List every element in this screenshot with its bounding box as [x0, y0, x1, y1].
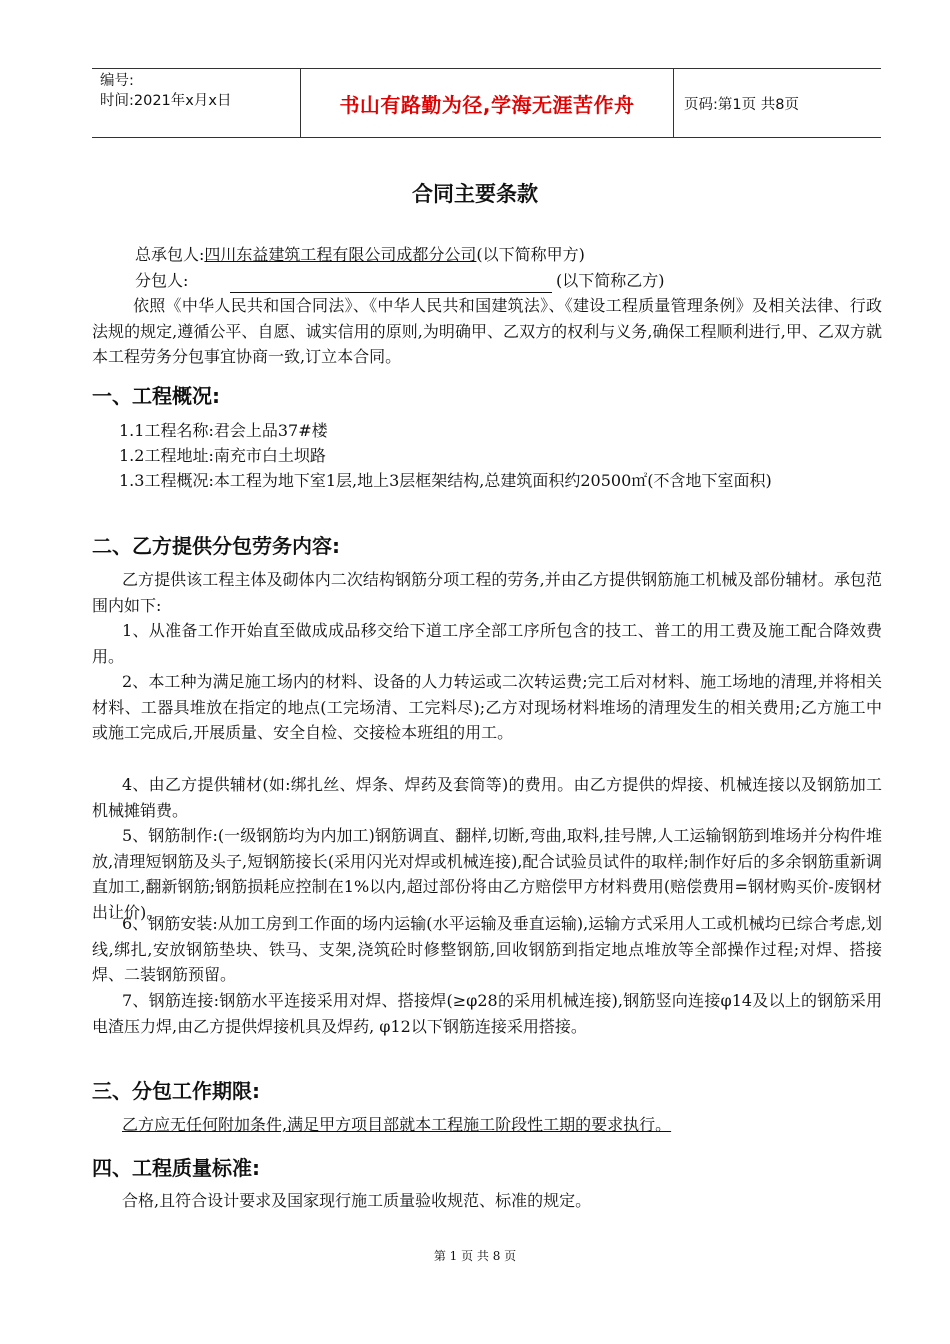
- section-3-heading: 三、分包工作期限:: [92, 1079, 260, 1103]
- section-1-heading: 一、工程概况:: [92, 384, 220, 408]
- header-motto: 书山有路勤为径,学海无涯苦作舟: [301, 69, 674, 137]
- section-2-para-intro: 乙方提供该工程主体及砌体内二次结构钢筋分项工程的劳务,并由乙方提供钢筋施工机械及部份辅材。承包范围内如下:: [92, 570, 882, 615]
- section-2-item-6: 6、钢筋安装:从加工房到工作面的场内运输(水平运输及垂直运输),运输方式采用人工或机械均已综合考虑,划线,绑扎,安放钢筋垫块、铁马、支架,浇筑砼时修整钢筋,回收钢筋到指定地点堆放等全部操作过程;对焊、搭接焊、二装钢筋预留。: [92, 914, 882, 985]
- section-4-heading: 四、工程质量标准:: [92, 1156, 260, 1180]
- section-3-text: 乙方应无任何附加条件,满足甲方项目部就本工程施工阶段性工期的要求执行。: [122, 1115, 672, 1134]
- section-2-item-4: 4、由乙方提供辅材(如:绑扎丝、焊条、焊药及套筒等)的费用。由乙方提供的焊接、机械连接以及钢筋加工机械摊销费。: [92, 775, 882, 820]
- section-1-item-2: 1.2工程地址:南充市白土坝路: [119, 446, 326, 465]
- document-title: 合同主要条款: [412, 182, 538, 206]
- page-header: [92, 68, 881, 138]
- header-meta: [92, 69, 301, 137]
- contractor-name: 四川东益建筑工程有限公司成都分公司: [204, 245, 477, 264]
- section-2-heading: 二、乙方提供分包劳务内容:: [92, 534, 340, 558]
- subcontractor-suffix: (以下简称乙方): [556, 271, 665, 290]
- section-2-item-2: 2、本工种为满足施工场内的材料、设备的人力转运或二次转运费;完工后对材料、施工场地的清理,并将相关材料、工器具堆放在指定的地点(工完场清、工完料尽);乙方对现场材料堆场的清理发生的相关费用;乙方施工中或施工完成后,开展质量、安全自检、交接检本班组的用工。: [92, 672, 882, 743]
- page-footer: 第 1 页 共 8 页: [433, 1249, 517, 1263]
- subcontractor-label: 分包人:: [135, 271, 189, 290]
- contractor-suffix: (以下简称甲方): [476, 245, 585, 264]
- intro-paragraph: 依照《中华人民共和国合同法》、《中华人民共和国建筑法》、《建设工程质量管理条例》及相关法律、行政法规的规定,遵循公平、自愿、诚实信用的原则,为明确甲、乙双方的权利与义务,确保工程顺利进行,甲、乙双方就本工程劳务分包事宜协商一致,订立本合同。: [92, 296, 882, 367]
- section-2-item-5: 5、钢筋制作:(一级钢筋均为内加工)钢筋调直、翻样,切断,弯曲,取料,挂号牌,人工运输钢筋到堆场并分构件堆放,清理短钢筋及头子,短钢筋接长(采用闪光对焊或机械连接),配合试验员试件的取样;制作好后的多余钢筋重新调直加工,翻新钢筋;钢筋损耗应控制在1%以内,超过部份将由乙方赔偿甲方材料费用(赔偿费用=钢材购买价-废钢材出让价)。: [92, 826, 882, 923]
- section-4-paragraph: 合格,且符合设计要求及国家现行施工质量验收规范、标准的规定。: [122, 1191, 592, 1210]
- contractor-line: [135, 242, 585, 267]
- doc-time-label: 时间:2021年x月x日: [100, 93, 232, 109]
- section-3-paragraph: [92, 1112, 882, 1138]
- doc-number-label: 编号:: [100, 73, 134, 89]
- section-1-item-1: 1.1工程名称:君会上品37#楼: [119, 421, 328, 440]
- contractor-label: 总承包人:: [135, 245, 205, 264]
- section-2-item-7: 7、钢筋连接:钢筋水平连接采用对焊、搭接焊(≥φ28的采用机械连接),钢筋竖向连接φ14及以上的钢筋采用电渣压力焊,由乙方提供焊接机具及焊药, φ12以下钢筋连接采用搭接。: [92, 991, 882, 1036]
- subcontractor-blank: [230, 273, 552, 293]
- section-1-item-3: 1.3工程概况:本工程为地下室1层,地上3层框架结构,总建筑面积约20500㎡(不含地下室面积): [119, 471, 772, 490]
- subcontractor-line: [135, 268, 665, 293]
- section-2-item-1: 1、从准备工作开始直至做成成品移交给下道工序全部工序所包含的技工、普工的用工费及施工配合降效费用。: [92, 621, 882, 666]
- header-page-number: 页码:第1页 共8页: [684, 96, 799, 113]
